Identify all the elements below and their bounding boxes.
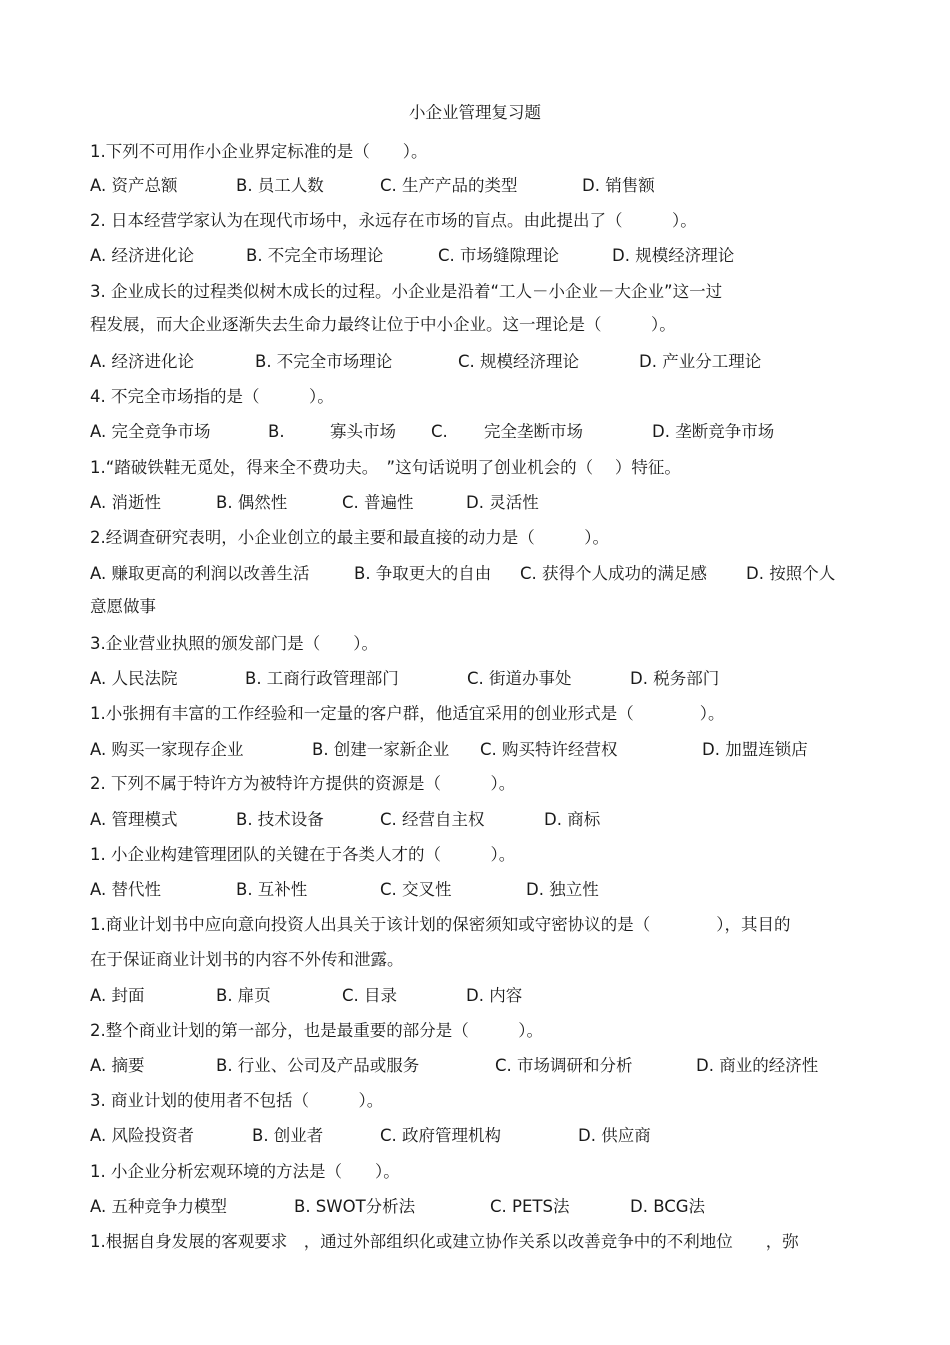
answer-option: A. 管理模式 [90,810,178,829]
answer-options-row [90,984,860,1008]
answer-option: D. 商业的经济性 [696,1056,819,1075]
answer-option: 完全垄断市场 [484,422,583,441]
question-text-line: 2.经调查研究表明，小企业创立的最主要和最直接的动力是（ ）。 [90,528,609,547]
question-text-line: 4. 不完全市场指的是（ ）。 [90,387,334,406]
question-text-line: 1. 小企业构建管理团队的关键在于各类人才的（ ）。 [90,845,516,864]
answer-option: B. 不完全市场理论 [246,246,384,265]
answer-option: B. SWOT分析法 [294,1197,416,1216]
answer-option: A. 摘要 [90,1056,145,1075]
answer-option: B. 互补性 [236,880,308,899]
answer-option: A. 资产总额 [90,176,178,195]
answer-options-row [90,244,860,268]
answer-option: C. 市场调研和分析 [495,1056,633,1075]
answer-option: C. [431,422,448,441]
answer-option: C. PETS法 [490,1197,570,1216]
question-text-line: 3. 商业计划的使用者不包括（ ）。 [90,1091,384,1110]
answer-option: C. 购买特许经营权 [480,740,618,759]
answer-option: A. 风险投资者 [90,1126,194,1145]
answer-option: D. 规模经济理论 [612,246,735,265]
page-title: 小企业管理复习题 [409,103,541,122]
answer-option: B. 工商行政管理部门 [245,669,399,688]
answer-option: D. 按照个人 [746,564,836,583]
answer-options-row [90,1195,860,1219]
answer-option: D. 垄断竞争市场 [652,422,775,441]
question-text-line: 2. 下列不属于特许方为被特许方提供的资源是（ ）。 [90,774,516,793]
answer-option: A. 替代性 [90,880,161,899]
answer-option: D. 加盟连锁店 [702,740,808,759]
answer-option: C. 市场缝隙理论 [438,246,560,265]
answer-option: A. 消逝性 [90,493,161,512]
answer-option: C. 生产产品的类型 [380,176,518,195]
answer-options-row [90,1054,860,1078]
answer-options-row [90,1124,860,1148]
question-text-line: 1.小张拥有丰富的工作经验和一定量的客户群，他适宜采用的创业形式是（ ）。 [90,704,725,723]
question-text-line: 1. 小企业分析宏观环境的方法是（ ）。 [90,1162,400,1181]
answer-options-row [90,808,860,832]
answer-option: C. 街道办事处 [467,669,572,688]
answer-option: B. 技术设备 [236,810,324,829]
answer-option: B. 创建一家新企业 [312,740,450,759]
answer-option: A. 经济进化论 [90,352,194,371]
answer-option: B. 不完全市场理论 [255,352,393,371]
question-text-line: 3. 企业成长的过程类似树木成长的过程。小企业是沿着“工人－小企业－大企业”这一过 [90,282,723,301]
answer-option: D. 内容 [466,986,523,1005]
answer-option: B. [268,422,285,441]
answer-option: D. BCG法 [630,1197,706,1216]
answer-option: D. 独立性 [526,880,599,899]
answer-option: A. 人民法院 [90,669,178,688]
answer-options-row [90,350,860,374]
question-text-line: 3.企业营业执照的颁发部门是（ ）。 [90,634,378,653]
question-text-line: 2. 日本经营学家认为在现代市场中，永远存在市场的盲点。由此提出了（ ）。 [90,211,697,230]
answer-option: C. 政府管理机构 [380,1126,502,1145]
question-text-line: 在于保证商业计划书的内容不外传和泄露。 [90,950,404,969]
answer-options-row [90,420,860,444]
question-text-line: 1.根据自身发展的客观要求 ，通过外部组织化或建立协作关系以改善竞争中的不利地位 ，弥 [90,1232,799,1251]
answer-option: B. 员工人数 [236,176,324,195]
answer-option: D. 供应商 [578,1126,651,1145]
answer-option: C. 交叉性 [380,880,452,899]
answer-option: 寡头市场 [330,422,396,441]
answer-option: D. 销售额 [582,176,655,195]
question-text-line: 2.整个商业计划的第一部分，也是最重要的部分是（ ）。 [90,1021,543,1040]
answer-option: C. 规模经济理论 [458,352,580,371]
question-text-line: 意愿做事 [90,597,156,616]
answer-option: B. 行业、公司及产品或服务 [216,1056,420,1075]
question-text-line: 1.“踏破铁鞋无觅处，得来全不费功夫。 ”这句话说明了创业机会的（ ）特征。 [90,458,681,477]
answer-options-row [90,174,860,198]
answer-option: A. 封面 [90,986,145,1005]
answer-option: B. 扉页 [216,986,271,1005]
answer-options-row [90,562,860,586]
answer-option: D. 税务部门 [630,669,720,688]
answer-option: C. 获得个人成功的满足感 [520,564,708,583]
question-text-line: 程发展，而大企业逐渐失去生命力最终让位于中小企业。这一理论是（ ）。 [90,315,676,334]
answer-option: A. 完全竞争市场 [90,422,211,441]
answer-option: C. 经营自主权 [380,810,485,829]
answer-option: C. 普遍性 [342,493,414,512]
answer-option: A. 购买一家现存企业 [90,740,244,759]
answer-option: D. 商标 [544,810,601,829]
answer-option: A. 经济进化论 [90,246,194,265]
answer-options-row [90,667,860,691]
answer-option: D. 产业分工理论 [639,352,762,371]
answer-options-row [90,738,860,762]
answer-option: D. 灵活性 [466,493,539,512]
answer-option: B. 争取更大的自由 [354,564,492,583]
answer-option: C. 目录 [342,986,398,1005]
answer-option: A. 赚取更高的利润以改善生活 [90,564,310,583]
question-text-line: 1.下列不可用作小企业界定标准的是（ ）。 [90,142,428,161]
answer-options-row [90,878,860,902]
answer-options-row [90,491,860,515]
question-text-line: 1.商业计划书中应向意向投资人出具关于该计划的保密须知或守密协议的是（ ），其目的 [90,915,791,934]
answer-option: B. 偶然性 [216,493,288,512]
answer-option: A. 五种竞争力模型 [90,1197,227,1216]
answer-option: B. 创业者 [252,1126,324,1145]
